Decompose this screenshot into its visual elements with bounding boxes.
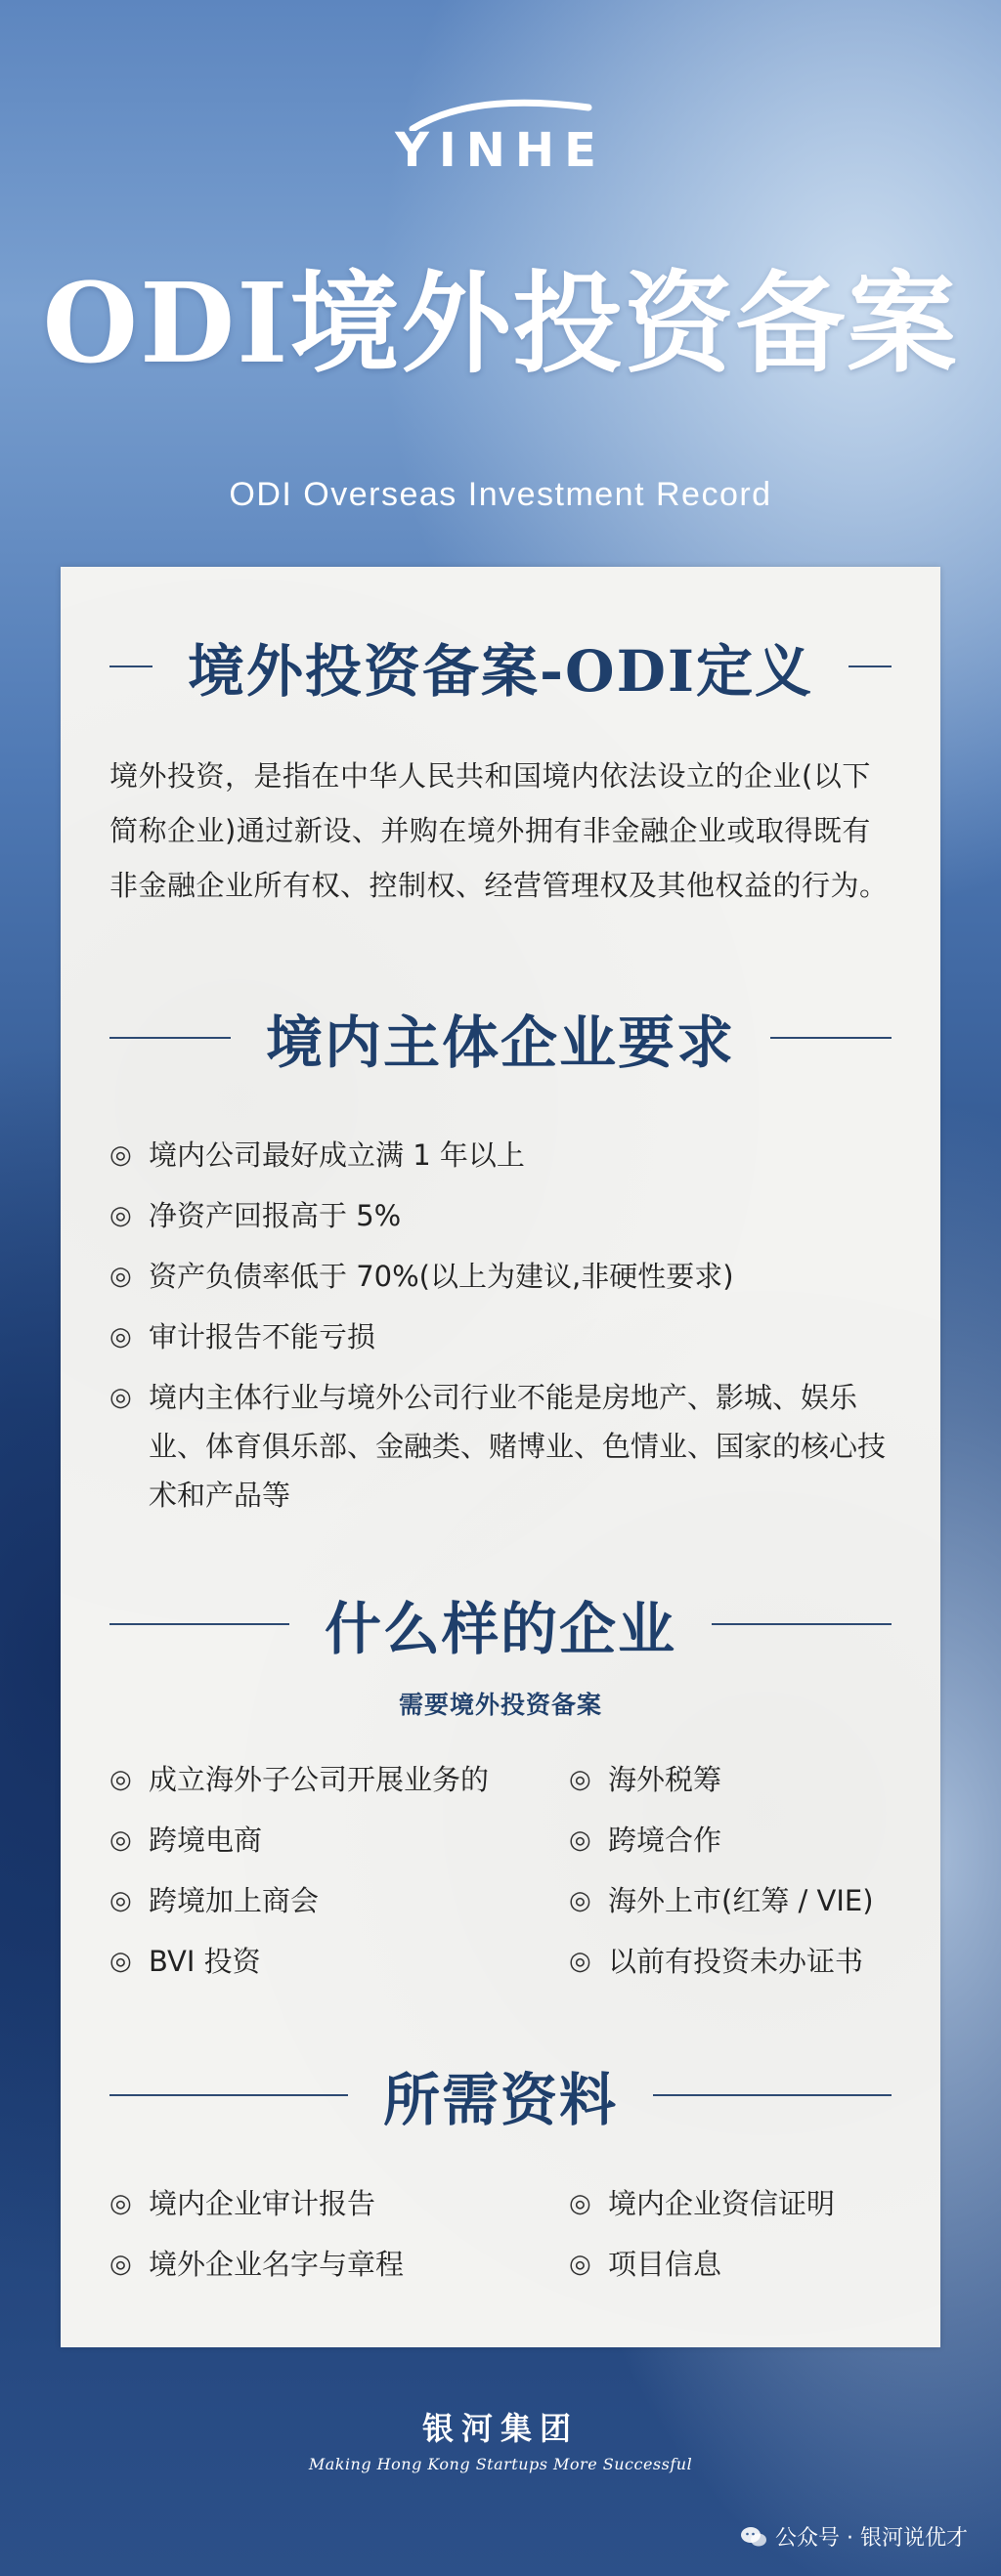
heading-rule (109, 1623, 289, 1625)
content-panel (61, 567, 940, 2347)
heading-rule (109, 1037, 231, 1039)
bullet-icon: ◎ (569, 1765, 591, 1794)
enterprises-section-header (61, 1583, 940, 1665)
list-item: ◎ 境内企业资信证明 (569, 2179, 911, 2228)
list-item: ◎ 境内企业审计报告 (109, 2179, 569, 2228)
list-item: ◎ 海外上市(红筹 / VIE) (569, 1876, 911, 1925)
heading-rule (712, 1623, 892, 1625)
bullet-icon: ◎ (109, 1886, 132, 1915)
list-item: ◎ 境内公司最好成立满 1 年以上 (109, 1131, 892, 1180)
page-title: ODI境外投资备案 (42, 260, 959, 388)
list-item: ◎ 资产负债率低于 70%(以上为建议,非硬性要求) (109, 1252, 892, 1301)
list-item: ◎ 成立海外子公司开展业务的 (109, 1755, 569, 1804)
bullet-icon: ◎ (109, 1825, 132, 1855)
page-subtitle: ODI Overseas Investment Record (229, 476, 772, 513)
bullet-icon: ◎ (109, 2189, 132, 2218)
bullet-icon: ◎ (109, 2250, 132, 2279)
bullet-icon: ◎ (109, 1262, 132, 1291)
bullet-icon: ◎ (109, 1140, 132, 1170)
wechat-icon (740, 2526, 767, 2548)
heading-rule (770, 1037, 892, 1039)
bullet-icon: ◎ (109, 1201, 132, 1230)
heading-rule (109, 2094, 348, 2096)
wechat-account-label: 公众号 · 银河说优才 (775, 2526, 968, 2551)
heading-rule (849, 665, 892, 667)
list-item: ◎ 项目信息 (569, 2240, 911, 2289)
requirements-list (109, 1131, 892, 1531)
list-item: ◎ 境外企业名字与章程 (109, 2240, 569, 2289)
bullet-icon: ◎ (569, 2189, 591, 2218)
heading-rule (653, 2094, 892, 2096)
wechat-account[interactable] (740, 2521, 968, 2552)
requirements-heading: 境内主体企业要求 (266, 1009, 736, 1076)
bullet-icon: ◎ (109, 1765, 132, 1794)
list-item: ◎ 净资产回报高于 5% (109, 1191, 892, 1240)
enterprises-heading: 什么样的企业 (325, 1596, 677, 1662)
list-item: ◎ 境内主体行业与境外公司行业不能是房地产、影城、娱乐业、体育俱乐部、金融类、赌博业、色情业、国家的核心技术和产品等 (109, 1373, 892, 1520)
brand-logo (0, 98, 1001, 178)
enterprises-subheading: 需要境外投资备案 (398, 1691, 602, 1719)
materials-grid (109, 2179, 911, 2289)
list-item: ◎ 跨境电商 (109, 1816, 569, 1865)
requirements-section-header (61, 997, 940, 1079)
bullet-icon: ◎ (569, 1886, 591, 1915)
list-item: ◎ BVI 投资 (109, 1937, 569, 1986)
definition-text: 境外投资，是指在中华人民共和国境内依法设立的企业(以下简称企业)通过新设、并购在境外拥有非金融企业或取得既有非金融企业所有权、控制权、经营管理权及其他权益的行为。 (109, 759, 889, 902)
bullet-icon: ◎ (569, 1947, 591, 1976)
bullet-icon: ◎ (109, 1947, 132, 1976)
bullet-icon: ◎ (569, 1825, 591, 1855)
materials-heading: 所需资料 (383, 2067, 619, 2133)
list-item: ◎ 审计报告不能亏损 (109, 1312, 892, 1361)
bullet-icon: ◎ (109, 1383, 132, 1412)
bullet-icon: ◎ (569, 2250, 591, 2279)
list-item: ◎ 跨境合作 (569, 1816, 911, 1865)
enterprises-grid (109, 1755, 911, 1986)
definition-heading: 境外投资备案-ODI定义 (187, 638, 814, 705)
logo-text: YINHE (395, 123, 606, 178)
list-item: ◎ 以前有投资未办证书 (569, 1937, 911, 1986)
heading-rule (109, 665, 152, 667)
materials-section-header (61, 2054, 940, 2136)
bullet-icon: ◎ (109, 1322, 132, 1352)
list-item: ◎ 跨境加上商会 (109, 1876, 569, 1925)
definition-section-header (61, 625, 940, 708)
footer-brand: 银河集团 (421, 2410, 579, 2447)
list-item: ◎ 海外税筹 (569, 1755, 911, 1804)
footer-slogan: Making Hong Kong Startups More Successful (308, 2455, 693, 2473)
